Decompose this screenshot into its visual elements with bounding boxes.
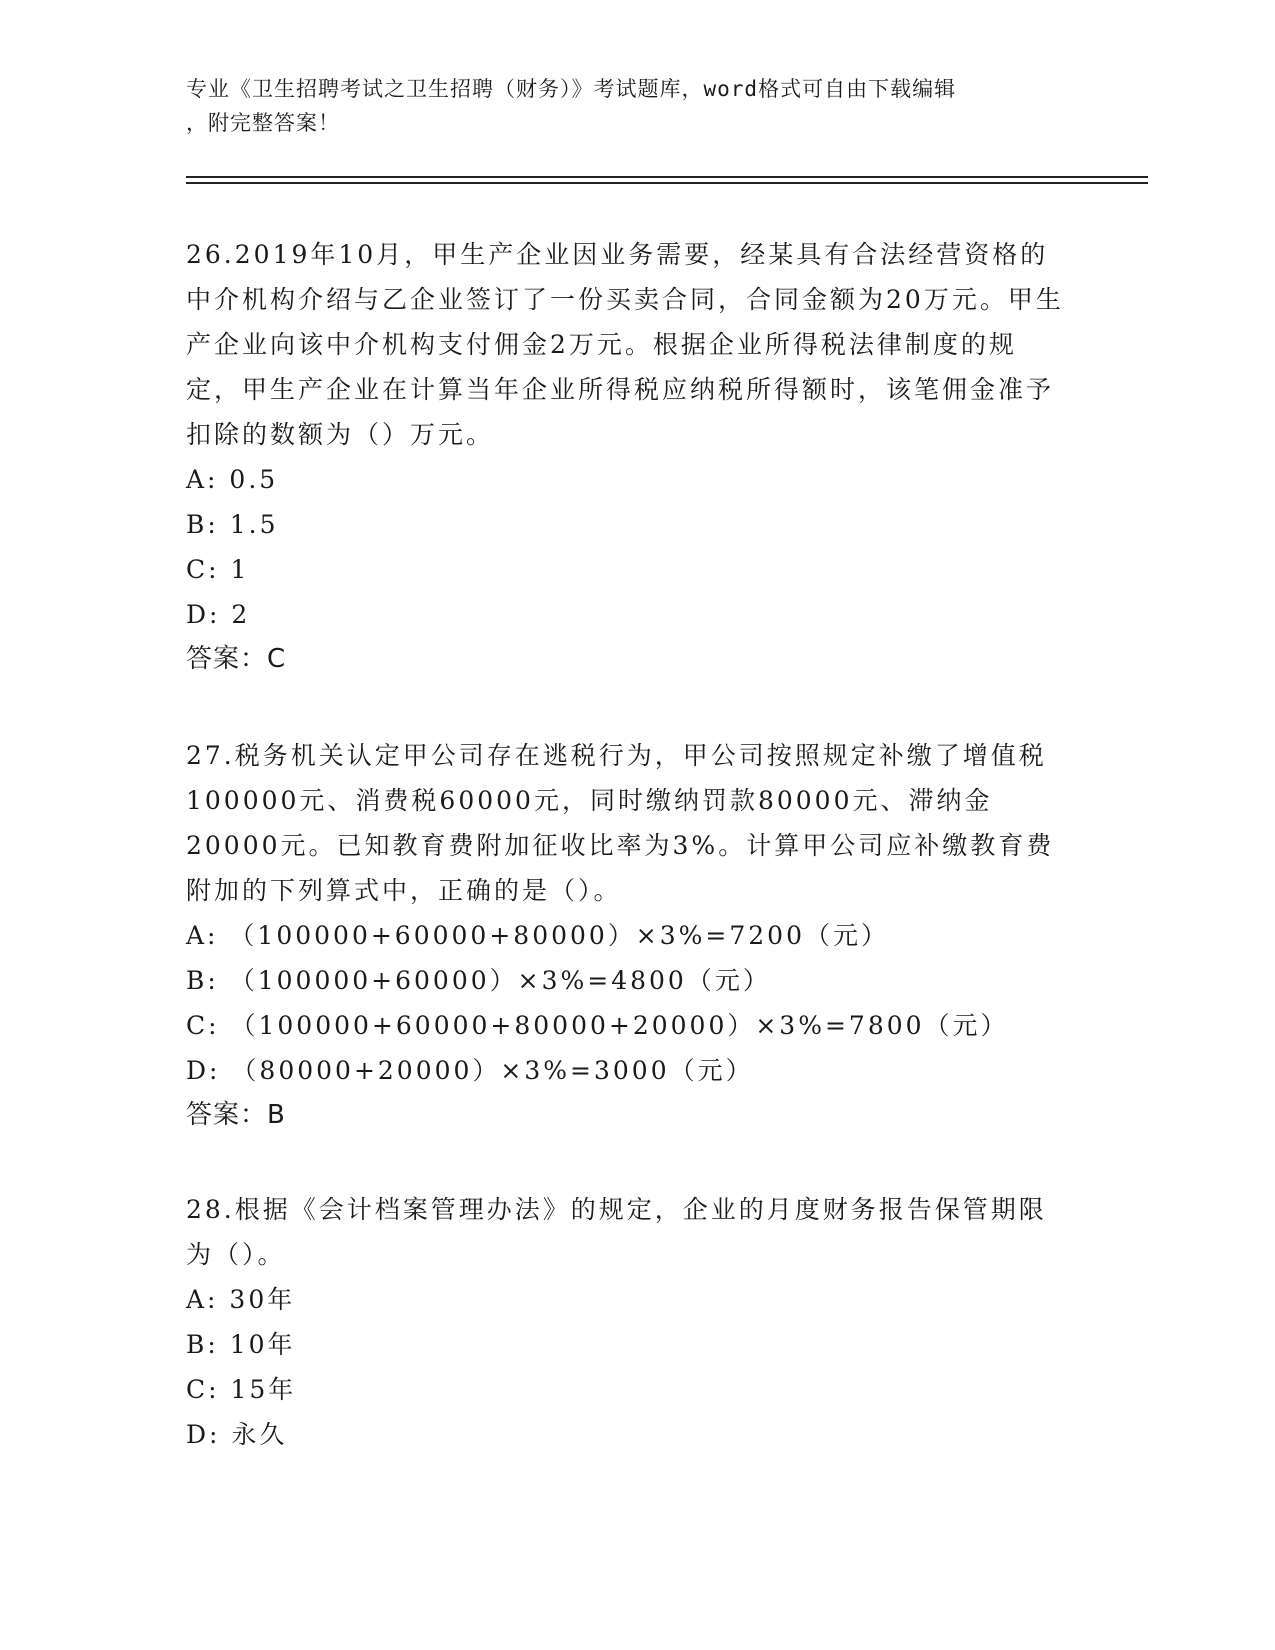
option-a: A: （100000+60000+80000）×3%=7200（元） <box>186 921 889 950</box>
question-text: 28.根据《会计档案管理办法》的规定，企业的月度财务报告保管期限为（）。 <box>186 1195 1047 1269</box>
question-text: 27.税务机关认定甲公司存在逃税行为，甲公司按照规定补缴了增值税100000元、消费税60000元，同时缴纳罚款80000元、滞纳金20000元。已知教育费附加征收比率为3%。计算甲公司应补缴教育费附加的下列算式中，正确的是（）。 <box>186 741 1055 905</box>
option-c: C: 15年 <box>186 1375 297 1404</box>
header-divider-top <box>186 176 1148 178</box>
answer: 答案：C <box>186 644 287 674</box>
option-a: A: 0.5 <box>186 465 279 494</box>
question-text: 26.2019年10月，甲生产企业因业务需要，经某具有合法经营资格的中介机构介绍与乙企业签订了一份买卖合同，合同金额为20万元。甲生产企业向该中介机构支付佣金2万元。根据企业所得税法律制度的规定，甲生产企业在计算当年企业所得税应纳税所得额时，该笔佣金准予扣除的数额为（）万元。 <box>186 240 1064 449</box>
option-d: D: 永久 <box>186 1420 288 1449</box>
question-27 <box>186 733 1066 1138</box>
option-b: B: （100000+60000）×3%=4800（元） <box>186 966 771 995</box>
document-header <box>186 72 1086 140</box>
option-d: D: （80000+20000）×3%=3000（元） <box>186 1056 754 1085</box>
header-divider-bottom <box>186 182 1148 184</box>
question-28 <box>186 1187 1066 1457</box>
header-line-1: 专业《卫生招聘考试之卫生招聘（财务）》考试题库，word格式可自由下载编辑 <box>186 77 957 101</box>
option-a: A: 30年 <box>186 1285 296 1314</box>
answer: 答案：B <box>186 1100 286 1130</box>
header-line-2: ，附完整答案！ <box>186 111 340 135</box>
option-c: C: （100000+60000+80000+20000）×3%=7800（元） <box>186 1011 1009 1040</box>
option-d: D: 2 <box>186 600 251 629</box>
question-26 <box>186 232 1066 682</box>
option-c: C: 1 <box>186 555 250 584</box>
option-b: B: 10年 <box>186 1330 296 1359</box>
option-b: B: 1.5 <box>186 510 279 539</box>
